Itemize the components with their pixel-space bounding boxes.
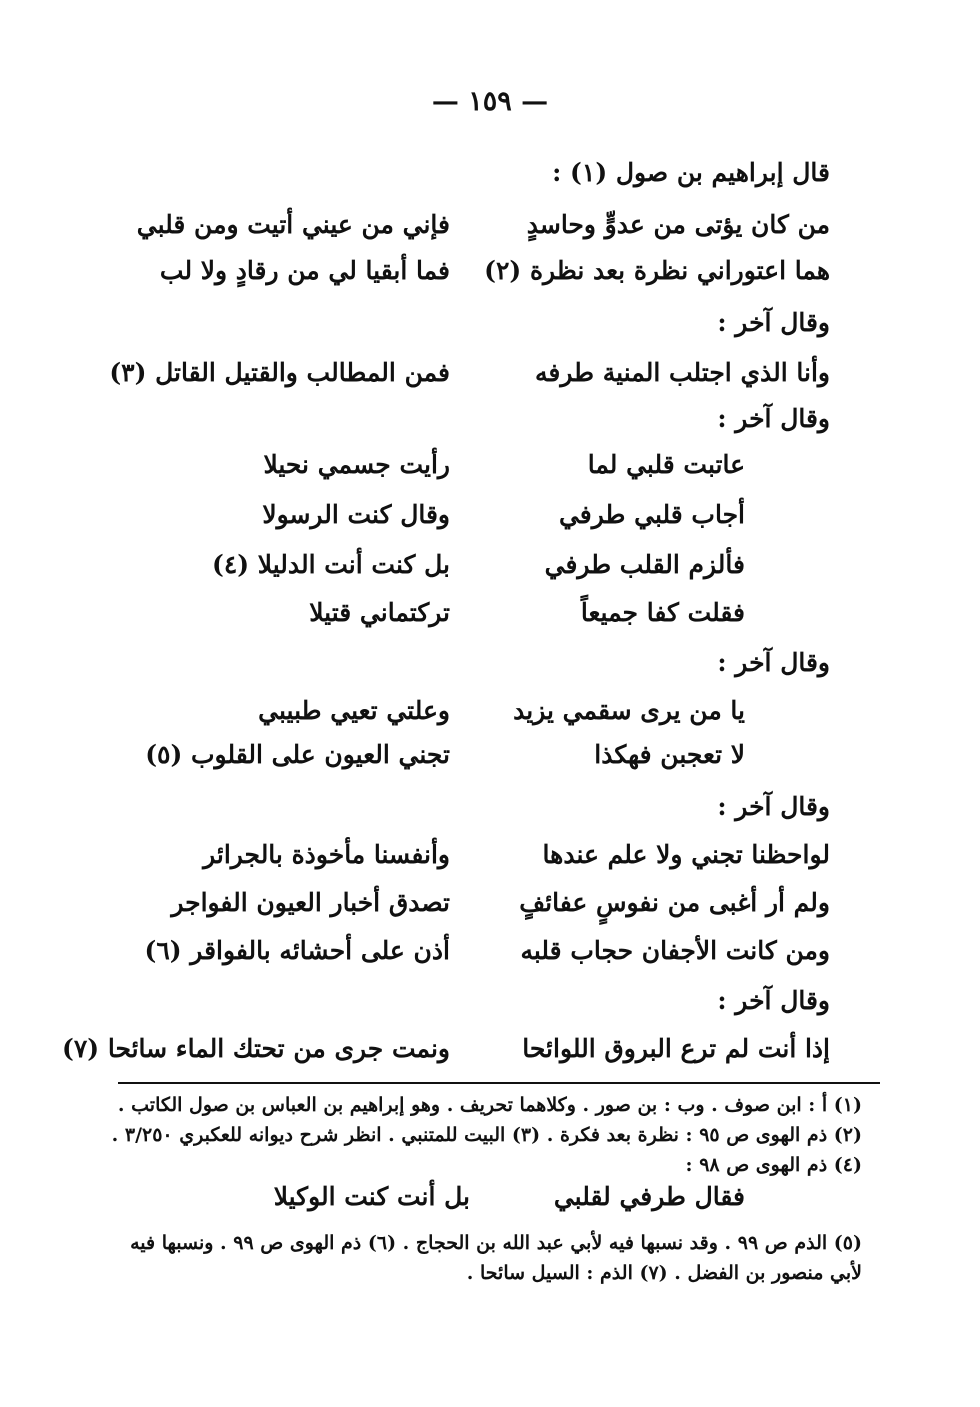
verse-right-hemistich: إذا أنت لم ترع البروق اللوائحا [522, 1034, 830, 1063]
verse-right-hemistich: فقلت كفا جميعاً [580, 598, 745, 627]
verse-right-hemistich: من كان يؤتى من عدوٍّ وحاسدٍ [526, 210, 830, 239]
verse-left-hemistich: ونمت جرى من تحتك الماء سائحا (٧) [62, 1034, 450, 1063]
verse-left-hemistich: فما أبقيا لي من رقادٍ ولا لب [159, 256, 450, 285]
verse-left-hemistich: أذن على أحشائه بالفواقر (٦) [144, 936, 450, 965]
verse-left-hemistich: تجني العيون على القلوب (٥) [145, 740, 450, 769]
verse-left-hemistich: تصدق أخبار العيون الفواجر [171, 888, 450, 917]
poem-intro: وقال آخر : [717, 404, 830, 433]
poem-intro: وقال آخر : [717, 308, 830, 337]
verse-right-hemistich: ومن كانت الأجفان حجاب قلبه [520, 936, 830, 965]
verse-right-hemistich: لواحظنا تجني ولا علم عندها [542, 840, 830, 869]
verse-right-hemistich: وأنا الذي اجتلب المنية طرفه [535, 358, 830, 387]
verse-left-hemistich: بل كنت أنت الدليلا (٤) [211, 550, 450, 579]
poem-intro: وقال آخر : [717, 648, 830, 677]
footnote-5-6: (٥) الذم ص ٩٩ . وقد نسبها فيه لأبي عبد الله بن الحجاج . (٦) ذم الهوى ص ٩٩ . ونسبها فيه [130, 1232, 862, 1254]
verse-left-hemistich: وعلتي تعيي طبيبي [258, 696, 450, 725]
verse-left-hemistich: وأنفسنا مأخوذة بالجرائر [203, 840, 450, 869]
verse-right-hemistich: لا تعجبن فهكذا [594, 740, 745, 769]
poem-intro: قال إبراهيم بن صول (١) : [552, 158, 830, 187]
verse-left-hemistich: وقال كنت الرسولا [262, 500, 450, 529]
verse-right-hemistich: فألزم القلب طرفي [544, 550, 745, 579]
footnote-4-verse-right: فقال طرفي لقلبي [553, 1182, 745, 1211]
verse-right-hemistich: هما اعتوراني نظرة بعد نظرة (٢) [484, 256, 830, 285]
footnote-4-verse-left: بل أنت كنت الوكيلا [273, 1182, 470, 1211]
verse-right-hemistich: يا من يرى سقمي يزيد [513, 696, 745, 725]
footnote-2-3: (٢) ذم الهوى ص ٩٥ : نظرة بعد فكرة . (٣) البيت للمتنبي . انظر شرح ديوانه للعكبري ٣/٢٥٠ . [111, 1124, 862, 1146]
poem-intro: وقال آخر : [717, 792, 830, 821]
footnote-separator [118, 1082, 880, 1084]
verse-right-hemistich: ولم أر أغبى من نفوسٍ عفائفٍ [519, 888, 830, 917]
verse-left-hemistich: فمن المطالب والقتيل القاتل (٣) [109, 358, 450, 387]
footnote-6-7: لأبي منصور بن الفضل . (٧) الذم : السيل سائحا . [466, 1262, 862, 1284]
footnote-1: (١) أ : ابن صوف . وب : بن صور . وكلاهما تحريف . وهو إبراهيم بن العباس بن صول الكاتب . [117, 1094, 862, 1116]
verse-left-hemistich: فإني من عيني أتيت ومن قلبي [136, 210, 450, 239]
poem-intro: وقال آخر : [717, 986, 830, 1015]
verse-right-hemistich: أجاب قلبي طرفي [558, 500, 745, 529]
footnote-4: (٤) ذم الهوى ص ٩٨ : [685, 1154, 862, 1176]
page-number: — ١٥٩ — [431, 86, 549, 117]
verse-left-hemistich: رأيت جسمي نحيلا [263, 450, 450, 479]
verse-left-hemistich: تركتماني قتيلا [309, 598, 450, 627]
verse-right-hemistich: عاتبت قلبي لما [587, 450, 745, 479]
